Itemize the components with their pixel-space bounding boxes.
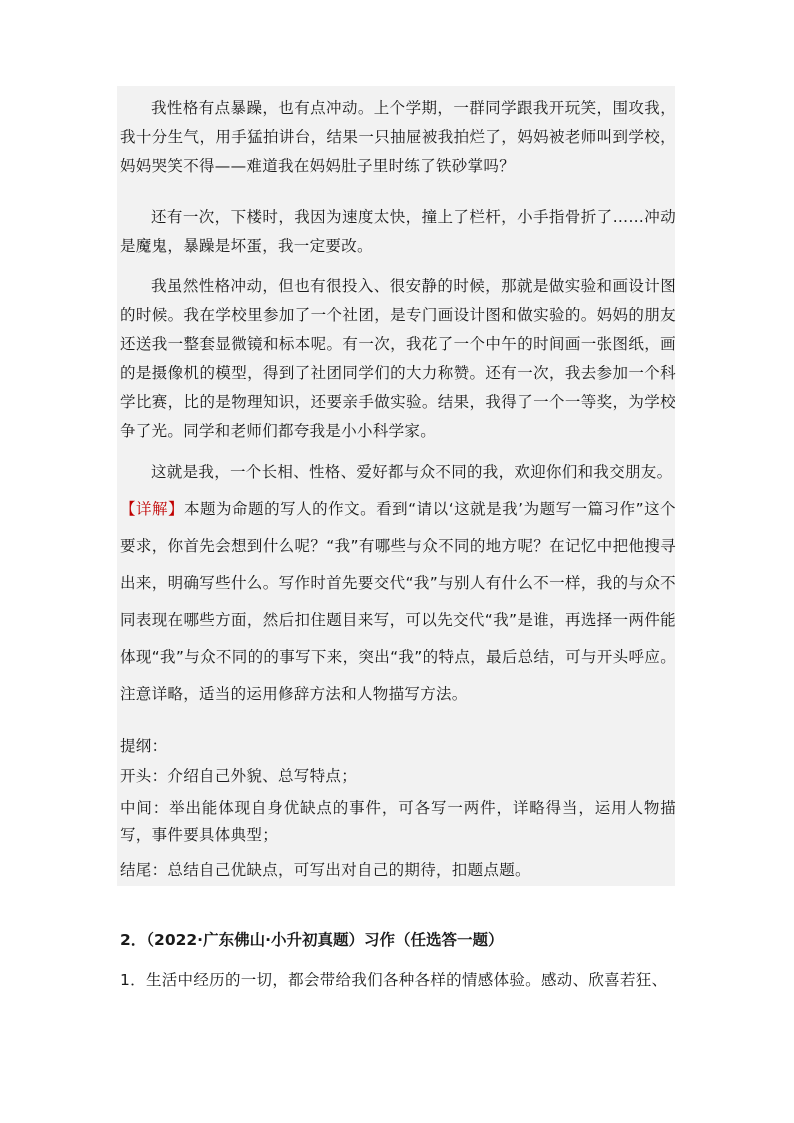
question-title: 2．（2022·广东佛山·小升初真题）习作（任选答一题） bbox=[120, 931, 504, 949]
analysis-label: 【详解】 bbox=[120, 500, 185, 518]
question-text: 1．生活中经历的一切，都会带给我们各种各样的情感体验。感动、欣喜若狂、 bbox=[120, 971, 668, 989]
analysis-paragraph bbox=[120, 491, 676, 713]
essay-paragraph-4: 这就是我，一个长相、性格、爱好都与众不同的我，欢迎你们和我交朋友。 bbox=[151, 463, 673, 481]
outline-label: 提纲： bbox=[120, 737, 168, 755]
essay-paragraph-2: 还有一次，下楼时，我因为速度太快，撞上了栏杆，小手指骨折了……冲动是魔鬼，暴躁是坏蛋，我一定要改。 bbox=[120, 208, 676, 255]
outline-middle: 中间：举出能体现自身优缺点的事件，可各写一两件，详略得当，运用人物描写，事件要具体典型； bbox=[120, 799, 676, 844]
outline-start: 开头：介绍自己外貌、总写特点； bbox=[120, 767, 358, 785]
outline-end: 结尾：总结自己优缺点，可写出对自己的期待，扣题点题。 bbox=[120, 861, 531, 879]
essay-paragraph-1: 我性格有点暴躁，也有点冲动。上个学期，一群同学跟我开玩笑，围攻我，我十分生气，用手猛拍讲台，结果一只抽屉被我拍烂了，妈妈被老师叫到学校，妈妈哭笑不得——难道我在妈妈肚子里时练了铁砂掌吗？ bbox=[120, 99, 676, 175]
essay-paragraph-3: 我虽然性格冲动，但也有很投入、很安静的时候，那就是做实验和画设计图的时候。我在学校里参加了一个社团，是专门画设计图和做实验的。妈妈的朋友还送我一整套显微镜和标本呢。有一次，我花了一个中午的时间画一张图纸，画的是摄像机的模型，得到了社团同学们的大力称赞。还有一次，我去参加一个科学比赛，比的是物理知识，还要亲手做实验。结果，我得了一个一等奖，为学校争了光。同学和老师们都夸我是小小科学家。 bbox=[120, 277, 676, 440]
analysis-text: 本题为命题的写人的作文。看到“请以‘这就是我’为题写一篇习作”这个要求，你首先会想到什么呢？“我”有哪些与众不同的地方呢？在记忆中把他搜寻出来，明确写些什么。写作时首先要交代“我”与别人有什么不一样，我的与众不同表现在哪些方面，然后扣住题目来写，可以先交代“我”是谁，再选择一两件能体现“我”与众不同的的事写下来，突出“我”的特点，最后总结，可与开头呼应。注意详略，适当的运用修辞方法和人物描写方法。 bbox=[120, 500, 676, 703]
